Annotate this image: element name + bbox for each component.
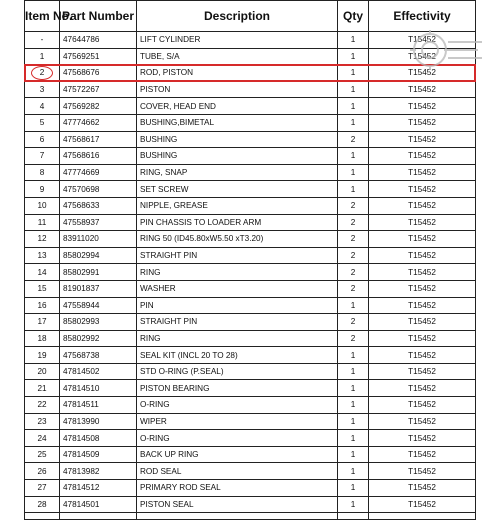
- cell-qty: 1: [338, 114, 369, 131]
- cell-part-number: 47568738: [60, 347, 137, 364]
- table-row: [25, 181, 476, 198]
- cell-effectivity: T15452: [369, 48, 476, 65]
- cell-description: WIPER: [137, 413, 338, 430]
- cell-item-no: 12: [25, 231, 60, 248]
- empty-cell: [369, 513, 476, 520]
- cell-effectivity: T15452: [369, 214, 476, 231]
- cell-description: COVER, HEAD END: [137, 98, 338, 115]
- cell-description: BUSHING: [137, 148, 338, 165]
- cell-item-no: 7: [25, 148, 60, 165]
- cell-item-no: 20: [25, 363, 60, 380]
- cell-description: PISTON BEARING: [137, 380, 338, 397]
- cell-qty: 2: [338, 214, 369, 231]
- cell-effectivity: T15452: [369, 413, 476, 430]
- cell-description: PIN CHASSIS TO LOADER ARM: [137, 214, 338, 231]
- cell-part-number: 85802994: [60, 247, 137, 264]
- cell-effectivity: T15452: [369, 314, 476, 331]
- empty-cell: [25, 513, 60, 520]
- empty-cell: [338, 513, 369, 520]
- cell-effectivity: T15452: [369, 148, 476, 165]
- cell-item-no: 11: [25, 214, 60, 231]
- header-row: [25, 1, 476, 32]
- cell-effectivity: T15452: [369, 430, 476, 447]
- cell-effectivity: T15452: [369, 98, 476, 115]
- cell-description: PIN: [137, 297, 338, 314]
- cell-effectivity: T15452: [369, 297, 476, 314]
- cell-part-number: 47814502: [60, 363, 137, 380]
- table-row: [25, 496, 476, 513]
- cell-description: STD O-RING (P.SEAL): [137, 363, 338, 380]
- cell-item-no: 17: [25, 314, 60, 331]
- cell-description: RING: [137, 330, 338, 347]
- cell-description: NIPPLE, GREASE: [137, 197, 338, 214]
- cell-qty: 2: [338, 314, 369, 331]
- cell-qty: 1: [338, 164, 369, 181]
- cell-description: PRIMARY ROD SEAL: [137, 480, 338, 497]
- cell-description: O-RING: [137, 430, 338, 447]
- cell-effectivity: T15452: [369, 181, 476, 198]
- cell-item-no: 26: [25, 463, 60, 480]
- table-row: [25, 430, 476, 447]
- cell-qty: 2: [338, 131, 369, 148]
- cell-qty: 2: [338, 197, 369, 214]
- cell-effectivity: T15452: [369, 330, 476, 347]
- table-row: [25, 347, 476, 364]
- empty-row: [25, 513, 476, 520]
- cell-qty: 1: [338, 297, 369, 314]
- cell-part-number: 47813982: [60, 463, 137, 480]
- table-row: [25, 32, 476, 49]
- cell-item-no: 24: [25, 430, 60, 447]
- cell-item-no: 25: [25, 446, 60, 463]
- cell-qty: 2: [338, 330, 369, 347]
- cell-part-number: 47568676: [60, 65, 137, 82]
- header-qty: Qty: [338, 1, 369, 32]
- cell-description: STRAIGHT PIN: [137, 247, 338, 264]
- cell-description: SEAL KIT (INCL 20 TO 28): [137, 347, 338, 364]
- cell-item-no: 23: [25, 413, 60, 430]
- cell-description: RING: [137, 264, 338, 281]
- cell-part-number: 47572267: [60, 81, 137, 98]
- cell-item-no: 14: [25, 264, 60, 281]
- cell-part-number: 83911020: [60, 231, 137, 248]
- table-row: [25, 330, 476, 347]
- cell-effectivity: T15452: [369, 131, 476, 148]
- cell-effectivity: T15452: [369, 164, 476, 181]
- cell-part-number: 47814510: [60, 380, 137, 397]
- table-row: [25, 413, 476, 430]
- table-body: [25, 32, 476, 520]
- cell-description: ROD, PISTON: [137, 65, 338, 82]
- cell-item-no: 21: [25, 380, 60, 397]
- table-row: [25, 164, 476, 181]
- cell-item-no: 16: [25, 297, 60, 314]
- header-part-number: Part Number: [60, 1, 137, 32]
- cell-qty: 1: [338, 446, 369, 463]
- cell-effectivity: T15452: [369, 463, 476, 480]
- cell-qty: 1: [338, 48, 369, 65]
- cell-description: STRAIGHT PIN: [137, 314, 338, 331]
- cell-effectivity: T15452: [369, 231, 476, 248]
- table-row: [25, 297, 476, 314]
- cell-part-number: 47570698: [60, 181, 137, 198]
- table-row: [25, 81, 476, 98]
- table-row: [25, 446, 476, 463]
- cell-qty: 2: [338, 264, 369, 281]
- cell-description: ROD SEAL: [137, 463, 338, 480]
- header-description: Description: [137, 1, 338, 32]
- cell-part-number: 81901837: [60, 280, 137, 297]
- cell-part-number: 47814511: [60, 397, 137, 414]
- parts-table: [24, 0, 476, 520]
- table-row: [25, 264, 476, 281]
- cell-effectivity: T15452: [369, 280, 476, 297]
- cell-qty: 1: [338, 496, 369, 513]
- cell-effectivity: T15452: [369, 397, 476, 414]
- cell-description: RING 50 (ID45.80xW5.50 xT3.20): [137, 231, 338, 248]
- table-row: [25, 397, 476, 414]
- cell-qty: 1: [338, 463, 369, 480]
- cell-part-number: 47558944: [60, 297, 137, 314]
- cell-description: O-RING: [137, 397, 338, 414]
- cell-item-no: -: [25, 32, 60, 49]
- cell-qty: 2: [338, 247, 369, 264]
- cell-effectivity: T15452: [369, 363, 476, 380]
- cell-description: BUSHING: [137, 131, 338, 148]
- cell-qty: 1: [338, 98, 369, 115]
- cell-description: SET SCREW: [137, 181, 338, 198]
- cell-item-no: 22: [25, 397, 60, 414]
- empty-cell: [60, 513, 137, 520]
- table-row: [25, 380, 476, 397]
- cell-qty: 1: [338, 380, 369, 397]
- cell-item-no: 15: [25, 280, 60, 297]
- table-row: [25, 98, 476, 115]
- cell-effectivity: T15452: [369, 347, 476, 364]
- empty-cell: [137, 513, 338, 520]
- cell-qty: 1: [338, 363, 369, 380]
- cell-part-number: 47814508: [60, 430, 137, 447]
- cell-item-no: 8: [25, 164, 60, 181]
- cell-item-no: 3: [25, 81, 60, 98]
- table-row: [25, 314, 476, 331]
- cell-item-no: 13: [25, 247, 60, 264]
- cell-part-number: 47568617: [60, 131, 137, 148]
- cell-effectivity: T15452: [369, 446, 476, 463]
- cell-item-no: 10: [25, 197, 60, 214]
- cell-part-number: 85802992: [60, 330, 137, 347]
- cell-qty: 2: [338, 280, 369, 297]
- table-row: [25, 197, 476, 214]
- cell-qty: 1: [338, 413, 369, 430]
- cell-part-number: 47814501: [60, 496, 137, 513]
- cell-item-no: 19: [25, 347, 60, 364]
- cell-effectivity: T15452: [369, 65, 476, 82]
- table-row: [25, 114, 476, 131]
- cell-part-number: 47813990: [60, 413, 137, 430]
- cell-description: RING, SNAP: [137, 164, 338, 181]
- cell-qty: 2: [338, 231, 369, 248]
- cell-item-no: 9: [25, 181, 60, 198]
- table-row: [25, 280, 476, 297]
- cell-description: BACK UP RING: [137, 446, 338, 463]
- cell-qty: 1: [338, 32, 369, 49]
- cell-effectivity: T15452: [369, 247, 476, 264]
- cell-qty: 1: [338, 397, 369, 414]
- cell-description: WASHER: [137, 280, 338, 297]
- cell-effectivity: T15452: [369, 380, 476, 397]
- cell-qty: 1: [338, 480, 369, 497]
- cell-effectivity: T15452: [369, 480, 476, 497]
- cell-part-number: 47568633: [60, 197, 137, 214]
- cell-effectivity: T15452: [369, 197, 476, 214]
- cell-effectivity: T15452: [369, 114, 476, 131]
- cell-part-number: 47569282: [60, 98, 137, 115]
- cell-effectivity: T15452: [369, 496, 476, 513]
- table-row: [25, 148, 476, 165]
- cell-item-no: 6: [25, 131, 60, 148]
- cell-part-number: 47774669: [60, 164, 137, 181]
- cell-qty: 1: [338, 181, 369, 198]
- cell-effectivity: T15452: [369, 81, 476, 98]
- cell-qty: 1: [338, 65, 369, 82]
- cell-part-number: 47568616: [60, 148, 137, 165]
- cell-qty: 1: [338, 347, 369, 364]
- table-row: [25, 463, 476, 480]
- table-row: [25, 247, 476, 264]
- cell-qty: 1: [338, 81, 369, 98]
- table-row: [25, 214, 476, 231]
- cell-item-no: 27: [25, 480, 60, 497]
- table-row: [25, 131, 476, 148]
- table-row: [25, 48, 476, 65]
- table-row: [25, 65, 476, 82]
- cell-part-number: 47814512: [60, 480, 137, 497]
- table-row: [25, 363, 476, 380]
- cell-item-no: 2: [25, 65, 60, 82]
- cell-description: PISTON SEAL: [137, 496, 338, 513]
- cell-item-no: 1: [25, 48, 60, 65]
- cell-part-number: 47569251: [60, 48, 137, 65]
- header-effectivity: Effectivity: [369, 1, 476, 32]
- cell-effectivity: T15452: [369, 32, 476, 49]
- cell-part-number: 85802993: [60, 314, 137, 331]
- cell-item-no: 4: [25, 98, 60, 115]
- cell-description: TUBE, S/A: [137, 48, 338, 65]
- cell-description: LIFT CYLINDER: [137, 32, 338, 49]
- cell-item-no: 28: [25, 496, 60, 513]
- cell-description: PISTON: [137, 81, 338, 98]
- cell-item-no: 18: [25, 330, 60, 347]
- cell-part-number: 47558937: [60, 214, 137, 231]
- cell-part-number: 47774662: [60, 114, 137, 131]
- cell-item-no: 5: [25, 114, 60, 131]
- cell-description: BUSHING,BIMETAL: [137, 114, 338, 131]
- cell-part-number: 85802991: [60, 264, 137, 281]
- table-row: [25, 231, 476, 248]
- table-row: [25, 480, 476, 497]
- cell-qty: 1: [338, 430, 369, 447]
- header-item-no: Item No.: [25, 1, 60, 32]
- cell-qty: 1: [338, 148, 369, 165]
- cell-part-number: 47814509: [60, 446, 137, 463]
- cell-part-number: 47644786: [60, 32, 137, 49]
- cell-effectivity: T15452: [369, 264, 476, 281]
